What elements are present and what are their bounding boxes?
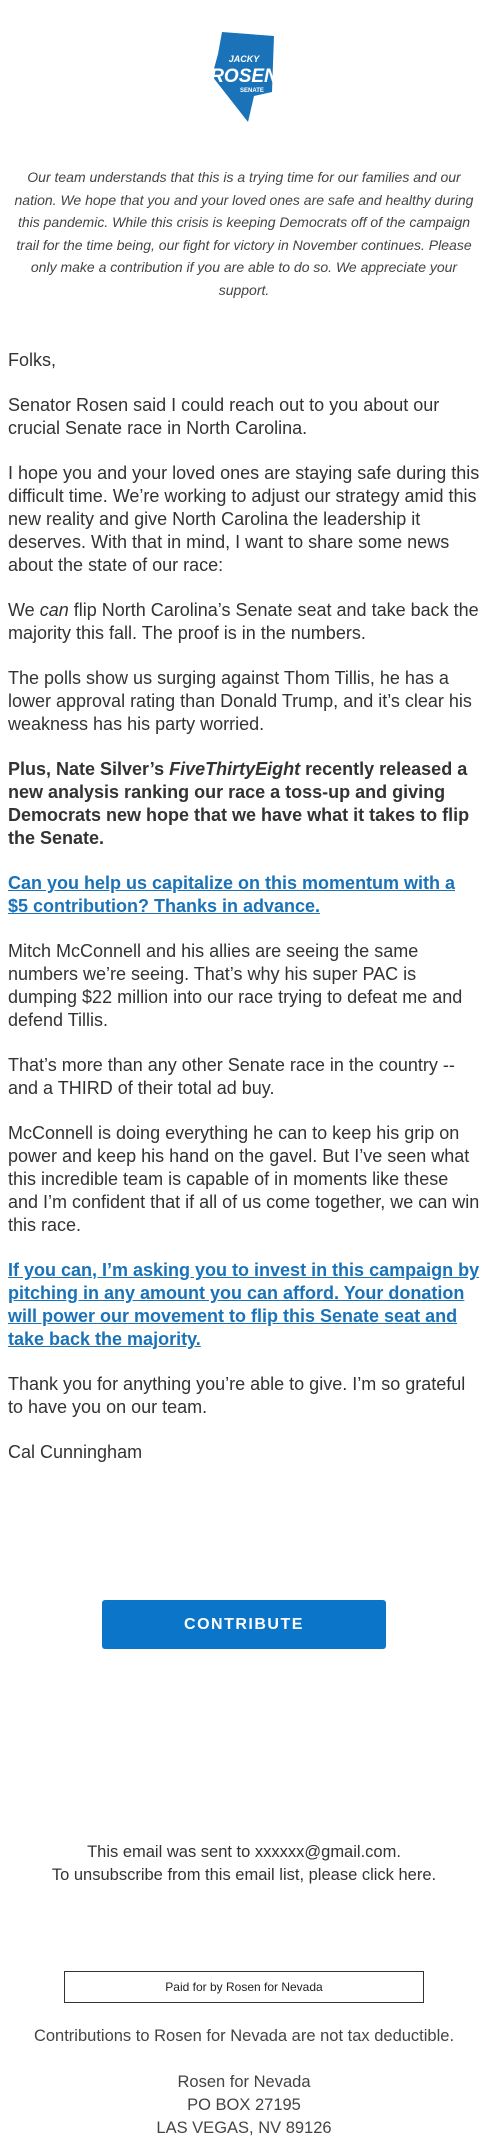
donate-any-amount-link[interactable]: If you can, I’m asking you to invest in this campaign by pitching in any amount you can afford. Your donation will power our movement to flip this Senate seat and take back the majority. bbox=[8, 1260, 480, 1349]
signature: Cal Cunningham bbox=[8, 1442, 143, 1462]
mailing-address bbox=[0, 2071, 488, 2140]
paragraph-6: Mitch McConnell and his allies are seeing the same numbers we’re seeing. That’s why his super PAC is dumping $22 million into our race trying to defeat me and defend Tillis. bbox=[8, 941, 463, 1030]
paragraph-1: Senator Rosen said I could reach out to you about our crucial Senate race in North Carolina. bbox=[8, 395, 440, 438]
paragraph-5-text-end: recently released a new analysis ranking our race a toss-up and giving Democrats new hope that we have what it takes to flip the Senate. bbox=[8, 759, 470, 848]
button-container bbox=[0, 1600, 488, 1649]
tax-note: Contributions to Rosen for Nevada are not tax deductible. bbox=[33, 2027, 455, 2045]
unsubscribe-link[interactable]: To unsubscribe from this email list, please click here. bbox=[51, 1866, 437, 1884]
rosen-senate-logo[interactable] bbox=[208, 32, 280, 122]
paragraph-3 bbox=[8, 599, 480, 645]
link-paragraph-1 bbox=[8, 872, 480, 918]
paid-for-disclaimer: Paid for by Rosen for Nevada bbox=[64, 1971, 424, 2003]
paragraph-5 bbox=[8, 758, 480, 850]
link-paragraph-2 bbox=[8, 1259, 480, 1351]
paragraph-3-text-end: flip North Carolina’s Senate seat and take back the majority this fall. The proof is in the numbers. bbox=[8, 600, 479, 643]
paragraph-3-text: We bbox=[8, 600, 40, 620]
greeting: Folks, bbox=[8, 350, 57, 370]
paragraph-8: McConnell is doing everything he can to keep his grip on power and keep his hand on the gavel. But I’ve seen what this incredible team is capable of in moments like these and I’m confident that if all of us come together, we can win this race. bbox=[8, 1123, 480, 1235]
donate-5-link[interactable]: Can you help us capitalize on this momentum with a $5 contribution? Thanks in advance. bbox=[8, 873, 456, 916]
logo-text-senate: SENATE bbox=[240, 88, 264, 94]
paragraph-9: Thank you for anything you’re able to give. I’m so grateful to have you on our team. bbox=[8, 1374, 466, 1417]
intro-disclaimer: Our team understands that this is a trying time for our families and our nation. We hope that you and your loved ones are safe and healthy during this pandemic. While this crisis is keeping Democrats off of the campaign trail for the time being, our fight for victory in November continues. Please only make a contribution if you are able to do so. We appreciate your support. bbox=[14, 169, 474, 298]
email-body bbox=[0, 349, 488, 1464]
address-city: LAS VEGAS, NV 89126 bbox=[156, 2119, 332, 2137]
address-name: Rosen for Nevada bbox=[177, 2073, 311, 2091]
address-po-box: PO BOX 27195 bbox=[187, 2096, 301, 2114]
paragraph-5-emphasis: FiveThirtyEight bbox=[169, 759, 301, 779]
logo-text-jacky: JACKY bbox=[228, 54, 260, 64]
paragraph-5-text: Plus, Nate Silver’s bbox=[8, 759, 170, 779]
paragraph-2: I hope you and your loved ones are staying safe during this difficult time. We’re working to adjust our strategy amid this new reality and give North Carolina the leadership it deserves. With that in mind, I want to share some news about the state of our race: bbox=[8, 463, 480, 575]
email-footer bbox=[0, 1841, 488, 1887]
contribute-button[interactable]: CONTRIBUTE bbox=[102, 1600, 386, 1649]
logo-text-rosen: ROSEN bbox=[210, 66, 278, 87]
paragraph-7: That’s more than any other Senate race in the country -- and a THIRD of their total ad buy. bbox=[8, 1055, 455, 1098]
paragraph-3-emphasis: can bbox=[39, 600, 69, 620]
sent-to-text: This email was sent to xxxxxx@gmail.com. bbox=[87, 1843, 401, 1861]
paragraph-4: The polls show us surging against Thom Tillis, he has a lower approval rating than Donald Trump, and it’s clear his weakness has his party worried. bbox=[8, 668, 472, 734]
